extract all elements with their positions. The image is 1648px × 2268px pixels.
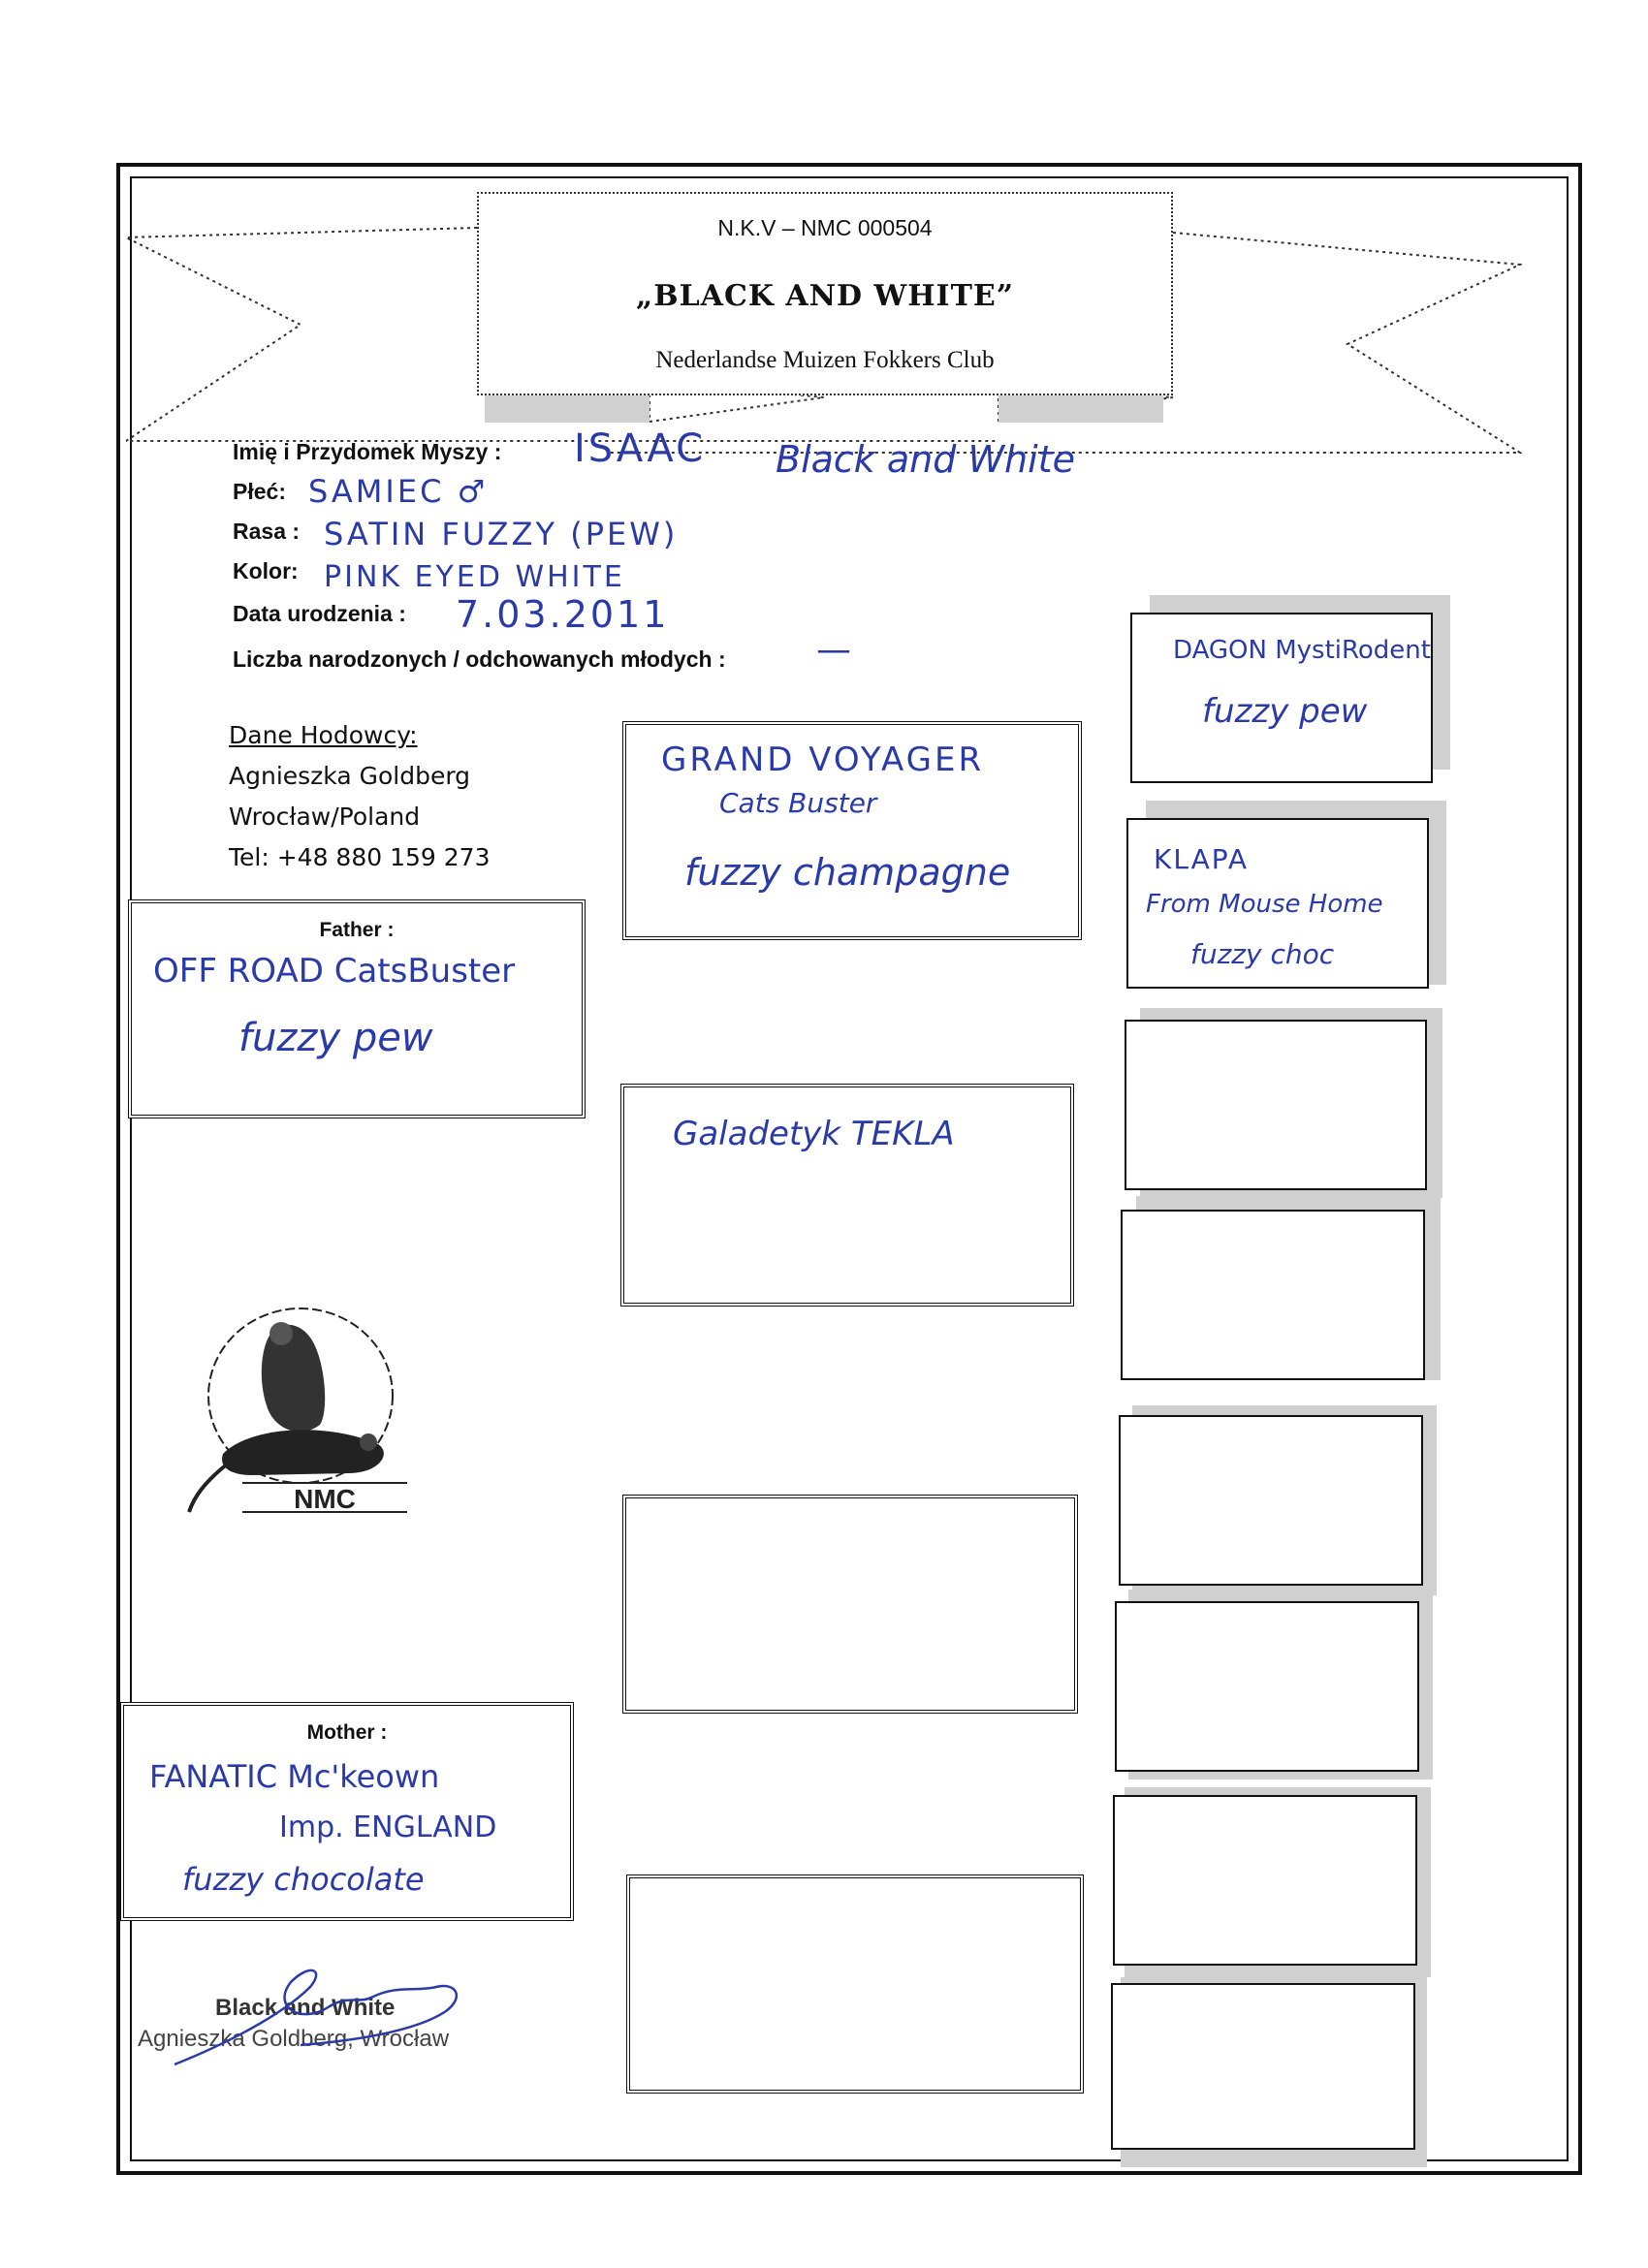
great-grandparent-box-7 <box>1113 1795 1417 1966</box>
mother-line2: Imp. ENGLAND <box>279 1811 497 1844</box>
breeder-name: Agnieszka Goldberg <box>229 762 471 790</box>
paternal-grandfather-line1: GRAND VOYAGER <box>661 740 985 779</box>
club-name: „BLACK AND WHITE” <box>635 279 1015 313</box>
logo-text: NMC <box>294 1484 356 1514</box>
handwritten-signature <box>165 1958 494 2074</box>
maternal-grandfather-box <box>622 1495 1078 1714</box>
great-grandparent-box-3 <box>1125 1020 1427 1190</box>
maternal-grandmother-box <box>626 1874 1084 2094</box>
paternal-grandfather-line3: fuzzy champagne <box>684 851 1011 894</box>
paternal-grandfather-line2: Cats Buster <box>719 787 877 819</box>
ggp1-line1: DAGON MystiRodent <box>1173 636 1431 665</box>
father-line1: OFF ROAD CatsBuster <box>153 952 516 991</box>
ribbon-shadow-right <box>998 392 1163 423</box>
father-line2: fuzzy pew <box>238 1016 433 1060</box>
ggp1-line2: fuzzy pew <box>1202 692 1368 731</box>
label-name: Imię i Przydomek Myszy : <box>233 439 502 464</box>
label-sex: Płeć: <box>233 479 286 504</box>
ggp2-line1: KLAPA <box>1154 843 1250 875</box>
great-grandparent-box-2 <box>1126 818 1429 989</box>
paternal-grandfather-box <box>622 721 1082 940</box>
value-birth-date: 7.03.2011 <box>456 593 670 636</box>
ggp2-line2: From Mouse Home <box>1146 890 1383 919</box>
breeder-city: Wrocław/Poland <box>229 803 421 831</box>
paternal-grandmother-box <box>620 1084 1074 1307</box>
great-grandparent-box-8 <box>1111 1983 1415 2150</box>
great-grandparent-box-1 <box>1130 613 1433 783</box>
header-box <box>477 192 1173 395</box>
value-breed: SATIN FUZZY (PEW) <box>324 516 679 552</box>
value-sex: SAMIEC ♂ <box>308 473 489 510</box>
mother-title: Mother : <box>306 1721 388 1744</box>
paternal-grandmother-line1: Galadetyk TEKLA <box>673 1115 955 1153</box>
label-breed: Rasa : <box>233 519 301 544</box>
label-color: Kolor: <box>233 558 299 583</box>
label-birth-date: Data urodzenia : <box>233 601 406 626</box>
ribbon-shadow-left <box>485 392 650 423</box>
great-grandparent-box-5 <box>1119 1415 1423 1586</box>
value-litter-count: — <box>816 630 851 670</box>
breeder-heading: Dane Hodowcy: <box>229 721 418 749</box>
value-name-1: ISAAC <box>574 426 706 471</box>
mother-box <box>120 1702 574 1921</box>
mother-line3: fuzzy chocolate <box>182 1861 425 1898</box>
label-litter-count: Liczba narodzonych / odchowanych młodych : <box>233 646 726 672</box>
father-title: Father : <box>319 919 395 941</box>
great-grandparent-box-6 <box>1115 1601 1419 1772</box>
value-color: PINK EYED WHITE <box>324 560 625 594</box>
stamp-line2: Agnieszka Goldberg, Wrocław <box>138 2026 450 2052</box>
value-name-2: Black and White <box>776 438 1075 481</box>
breeder-phone: Tel: +48 880 159 273 <box>229 843 491 871</box>
great-grandparent-box-4 <box>1121 1210 1425 1380</box>
club-full-name: Nederlandse Muizen Fokkers Club <box>655 347 995 373</box>
registry-id: N.K.V – NMC 000504 <box>717 215 933 240</box>
ggp2-line3: fuzzy choc <box>1190 938 1335 970</box>
stamp-line1: Black and White <box>215 1995 396 2021</box>
father-box <box>128 899 586 1118</box>
nmc-mouse-logo <box>184 1299 427 1531</box>
mother-line1: FANATIC Mc'keown <box>149 1758 440 1795</box>
